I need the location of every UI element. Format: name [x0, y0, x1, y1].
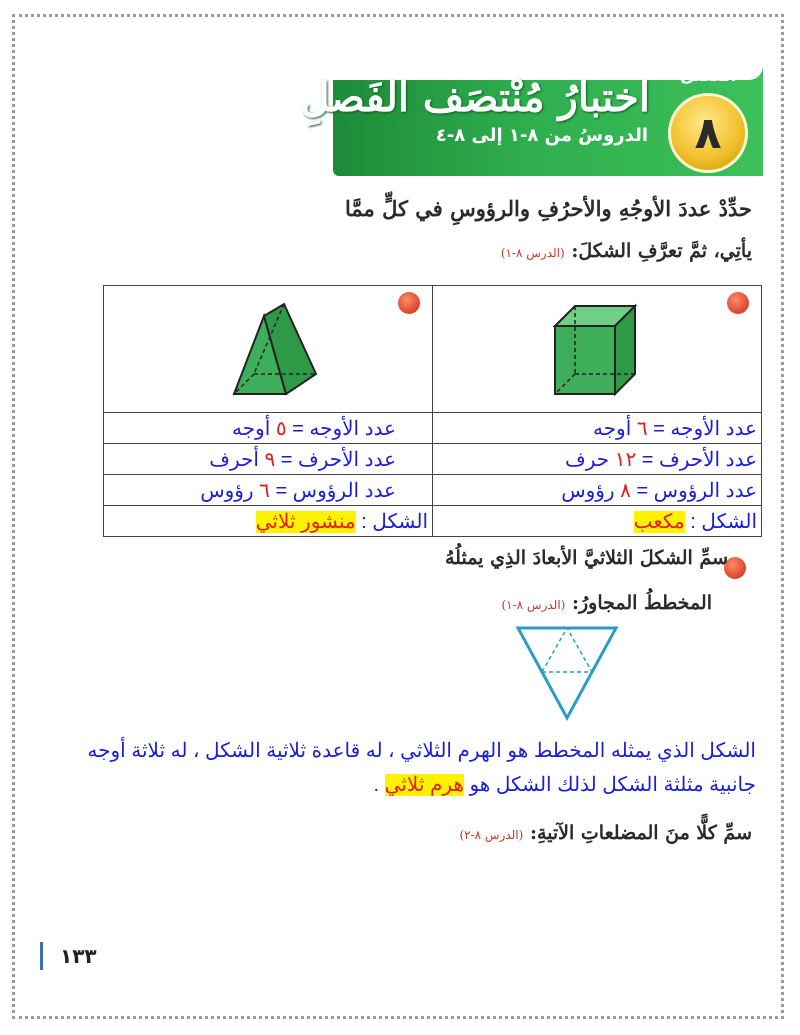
edges-unit: أحرف [209, 448, 259, 471]
vertices-value: ٨ [620, 479, 631, 502]
shape-value: مكعب [633, 510, 685, 533]
faces-label: عدد الأوجه = [647, 417, 757, 440]
chapter-badge [668, 93, 748, 173]
question2-line1: سمِّ الشكلَ الثلاثيَّ الأبعادَ الذِي يمثلُهُ [444, 547, 728, 569]
edges-value: ١٢ [614, 448, 637, 471]
answer2-prefix: جانبية مثلثة الشكل لذلك الشكل هو [463, 774, 756, 796]
prism-cell [104, 286, 433, 413]
lesson-ref: (الدرس ٨-١) [501, 598, 566, 612]
page-title: اختبارُ مُنْتصَف الفَصلِ [300, 74, 650, 121]
question-marker-2 [398, 292, 420, 314]
faces-unit: أوجه [592, 417, 632, 440]
prism-edges [104, 444, 433, 475]
shape-value: منشور ثلاثي [255, 510, 356, 533]
triangular-prism-figure [224, 296, 334, 406]
vertices-unit: رؤوس [561, 479, 615, 502]
vertices-value: ٦ [259, 479, 270, 502]
prism-faces [104, 413, 433, 444]
cube-cell [433, 286, 762, 413]
cube-edges [433, 444, 762, 475]
instruction-line2-text: يأتِي، ثمَّ تعرَّفِ الشكلَ: [571, 240, 752, 262]
cube-vertices [433, 475, 762, 506]
answer-table [103, 285, 762, 537]
pyramid-net-figure [504, 622, 624, 732]
faces-unit: أوجه [231, 417, 271, 440]
cube-faces [433, 413, 762, 444]
vertices-label: عدد الرؤوس = [269, 479, 396, 502]
question2-line2-text: المخططُ المجاورُ: [571, 592, 712, 614]
edges-label: عدد الأحرف = [275, 448, 396, 471]
answer2-line2 [80, 772, 756, 797]
faces-value: ٦ [636, 417, 648, 440]
shape-label: الشكل : [355, 510, 428, 533]
vertices-label: عدد الرؤوس = [630, 479, 757, 502]
page-number: ١٣٣ [60, 944, 97, 968]
cube-figure [543, 296, 653, 406]
cube-shape [433, 506, 762, 537]
question2-line2 [501, 592, 712, 614]
prism-vertices [104, 475, 433, 506]
answer2-suffix: . [373, 774, 380, 796]
chapter-number: ٨ [694, 107, 722, 159]
faces-value: ٥ [275, 417, 287, 440]
instruction-line2 [501, 240, 752, 262]
question-marker-1 [727, 292, 749, 314]
edges-value: ٩ [264, 448, 276, 471]
page-number-bar [40, 942, 43, 970]
edges-unit: حرف [565, 448, 610, 471]
prism-shape [104, 506, 433, 537]
faces-label: عدد الأوجه = [286, 417, 396, 440]
lessons-range: الدروسُ من ٨-١ إلى ٨-٤ [435, 125, 648, 146]
answer2-line1: الشكل الذي يمثله المخطط هو الهرم الثلاثي ، له قاعدة ثلاثية الشكل ، له ثلاثة أوجه [87, 740, 756, 762]
shape-label: الشكل : [684, 510, 757, 533]
lesson-ref: (الدرس ٨-١) [500, 246, 565, 260]
question3-text: سمِّ كلًّا منَ المضلعاتِ الآتيةِ: [529, 822, 752, 844]
chapter-label: الفصل [680, 66, 737, 86]
answer2-value: هرم ثلاثي [384, 774, 464, 796]
instruction-line1: حدِّدْ عددَ الأوجُهِ والأحرُفِ والرؤوسِ في كلٍّ ممَّا [344, 196, 752, 221]
edges-label: عدد الأحرف = [636, 448, 757, 471]
lesson-ref: (الدرس ٨-٢) [459, 828, 524, 842]
vertices-unit: رؤوس [200, 479, 254, 502]
question3 [459, 822, 752, 844]
